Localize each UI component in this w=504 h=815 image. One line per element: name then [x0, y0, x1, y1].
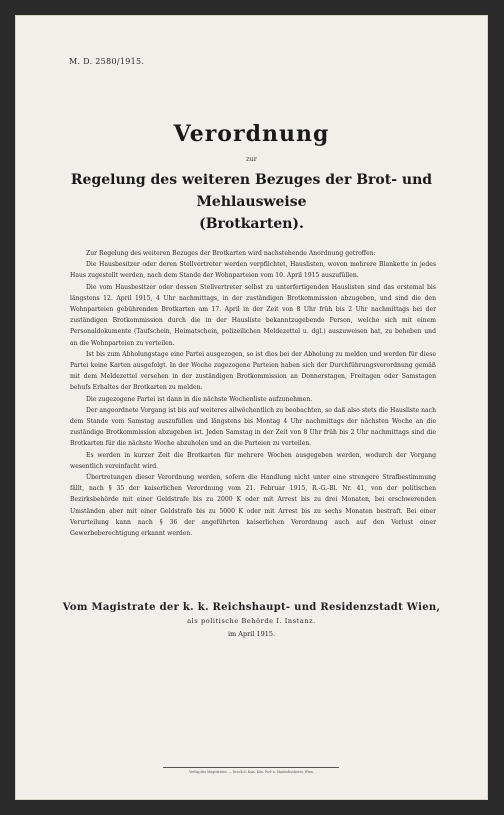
title-connector: zur [246, 155, 257, 163]
paragraph: Übertretungen dieser Verordnung werden, sofern die Handlung nicht unter eine strengere Strafbestimmung fällt, nach § 35 der kaiserlichen Verordnung vom 21. Februar 1915, R.-G.-Bl. Nr. 41, von der politischen Bezirksbehörde mit einer Geldstrafe bis zu 2000 K oder mit Arrest bis zu drei Monaten, bei erschwerenden Umständen aber mit einer Geldstrafe bis zu 5000 K oder mit Arrest bis zu sechs Monaten bestraft. Bei einer Verurteilung kann nach § 36 der angeführten kaiserlichen Verordnung auch auf den Verlust einer Gewerbeberechtigung erkannt werden. [70, 474, 436, 538]
signature-block [15, 600, 488, 641]
paragraph: Die zugezogene Partei ist dann in die nächste Wochenliste aufzunehmen. [86, 395, 313, 403]
document-subtitle [45, 169, 458, 235]
printer-imprint: Verlag des Magistrates. — Druck d. Kais. Kön. Hof- u. Staatsdruckerei, Wien. [189, 770, 314, 774]
paragraph: Die Hausbesitzer oder deren Stellvertreter werden verpflichtet, Hauslisten, wovon mehrere Blankette in jedes Haus zugestellt werden, nach dem Stande der Wohnparteien vom 10. April 1915 auszufüllen. [70, 261, 436, 280]
paragraph: Der angeordnete Vorgang ist bis auf weiteres allwöchentlich zu beobachten, so daß also stets die Hausliste nach dem Stande vom Samstag auszufüllen und längstens bis Montag 4 Uhr nachmittags der nächsten Woche an die zuständige Brotkommission abzugeben ist. Jeden Samstag in der Zeit von 8 Uhr früh bis 2 Uhr nachmittags sind die Brotkarten für die nächste Woche abzuholen und an die Parteien zu verteilen. [70, 406, 436, 448]
paragraph: Zur Regelung des weiteren Bezuges der Brotkarten wird nachstehende Anordnung getroffen: [86, 250, 376, 257]
ordinance-body [70, 248, 436, 539]
document-sheet [15, 15, 488, 800]
document-title: Verordnung [173, 121, 330, 147]
paragraph: Die vom Hausbesitzer oder dessen Stellvertreter selbst zu unterfertigenden Hauslisten sind das erstemal bis längstens 12. April 1915, 4 Uhr nachmittags, in der zuständigen Brotkommission abzugeben, und sind die den Wohnparteien gebührenden Brotkarten am 17. April in der Zeit von 8 Uhr früh bis 2 Uhr nachmittags bei der zuständigen Brotkommission durch die in der Hausliste bekanntzugebende Person, welche sich mit einem Personaldokumente (Taufschein, Heimatschein, polizeilichen Meldezettel u. dgl.) auszuweisen hat, zu beheben und an die Wohnparteien zu verteilen. [70, 283, 436, 347]
paragraph: Es werden in kurzer Zeit die Brotkarten für mehrere Wochen ausgegeben werden, wodurch der Vorgang wesentlich vereinfacht wird. [70, 451, 436, 470]
paragraph: Ist bis zum Abholungstage eine Partei ausgezogen, so ist dies bei der Abholung zu melden und werden für diese Partei keine Karten ausgefolgt. In der Woche zugezogene Parteien haben sich der Durchführungsverordnung gemäß mit dem Meldezettel versehen in der zuständigen Brotkommission an Donnerstagen, Freitagen oder Samstagen behufs Erhaltes der Brotkarten zu melden. [70, 350, 436, 392]
subtitle-line-1: Regelung des weiteren Bezuges der Brot- und Mehlausweise [70, 172, 433, 210]
footer-divider [163, 767, 339, 768]
subtitle-line-2: (Brotkarten). [199, 216, 304, 232]
issue-date: im April 1915. [227, 630, 276, 638]
authority-role: als politische Behörde I. Instanz. [187, 617, 316, 625]
reference-number: M. D. 2580/1915. [69, 57, 145, 66]
issuing-authority: Vom Magistrate der k. k. Reichshaupt- und Residenzstadt Wien, [62, 602, 441, 613]
